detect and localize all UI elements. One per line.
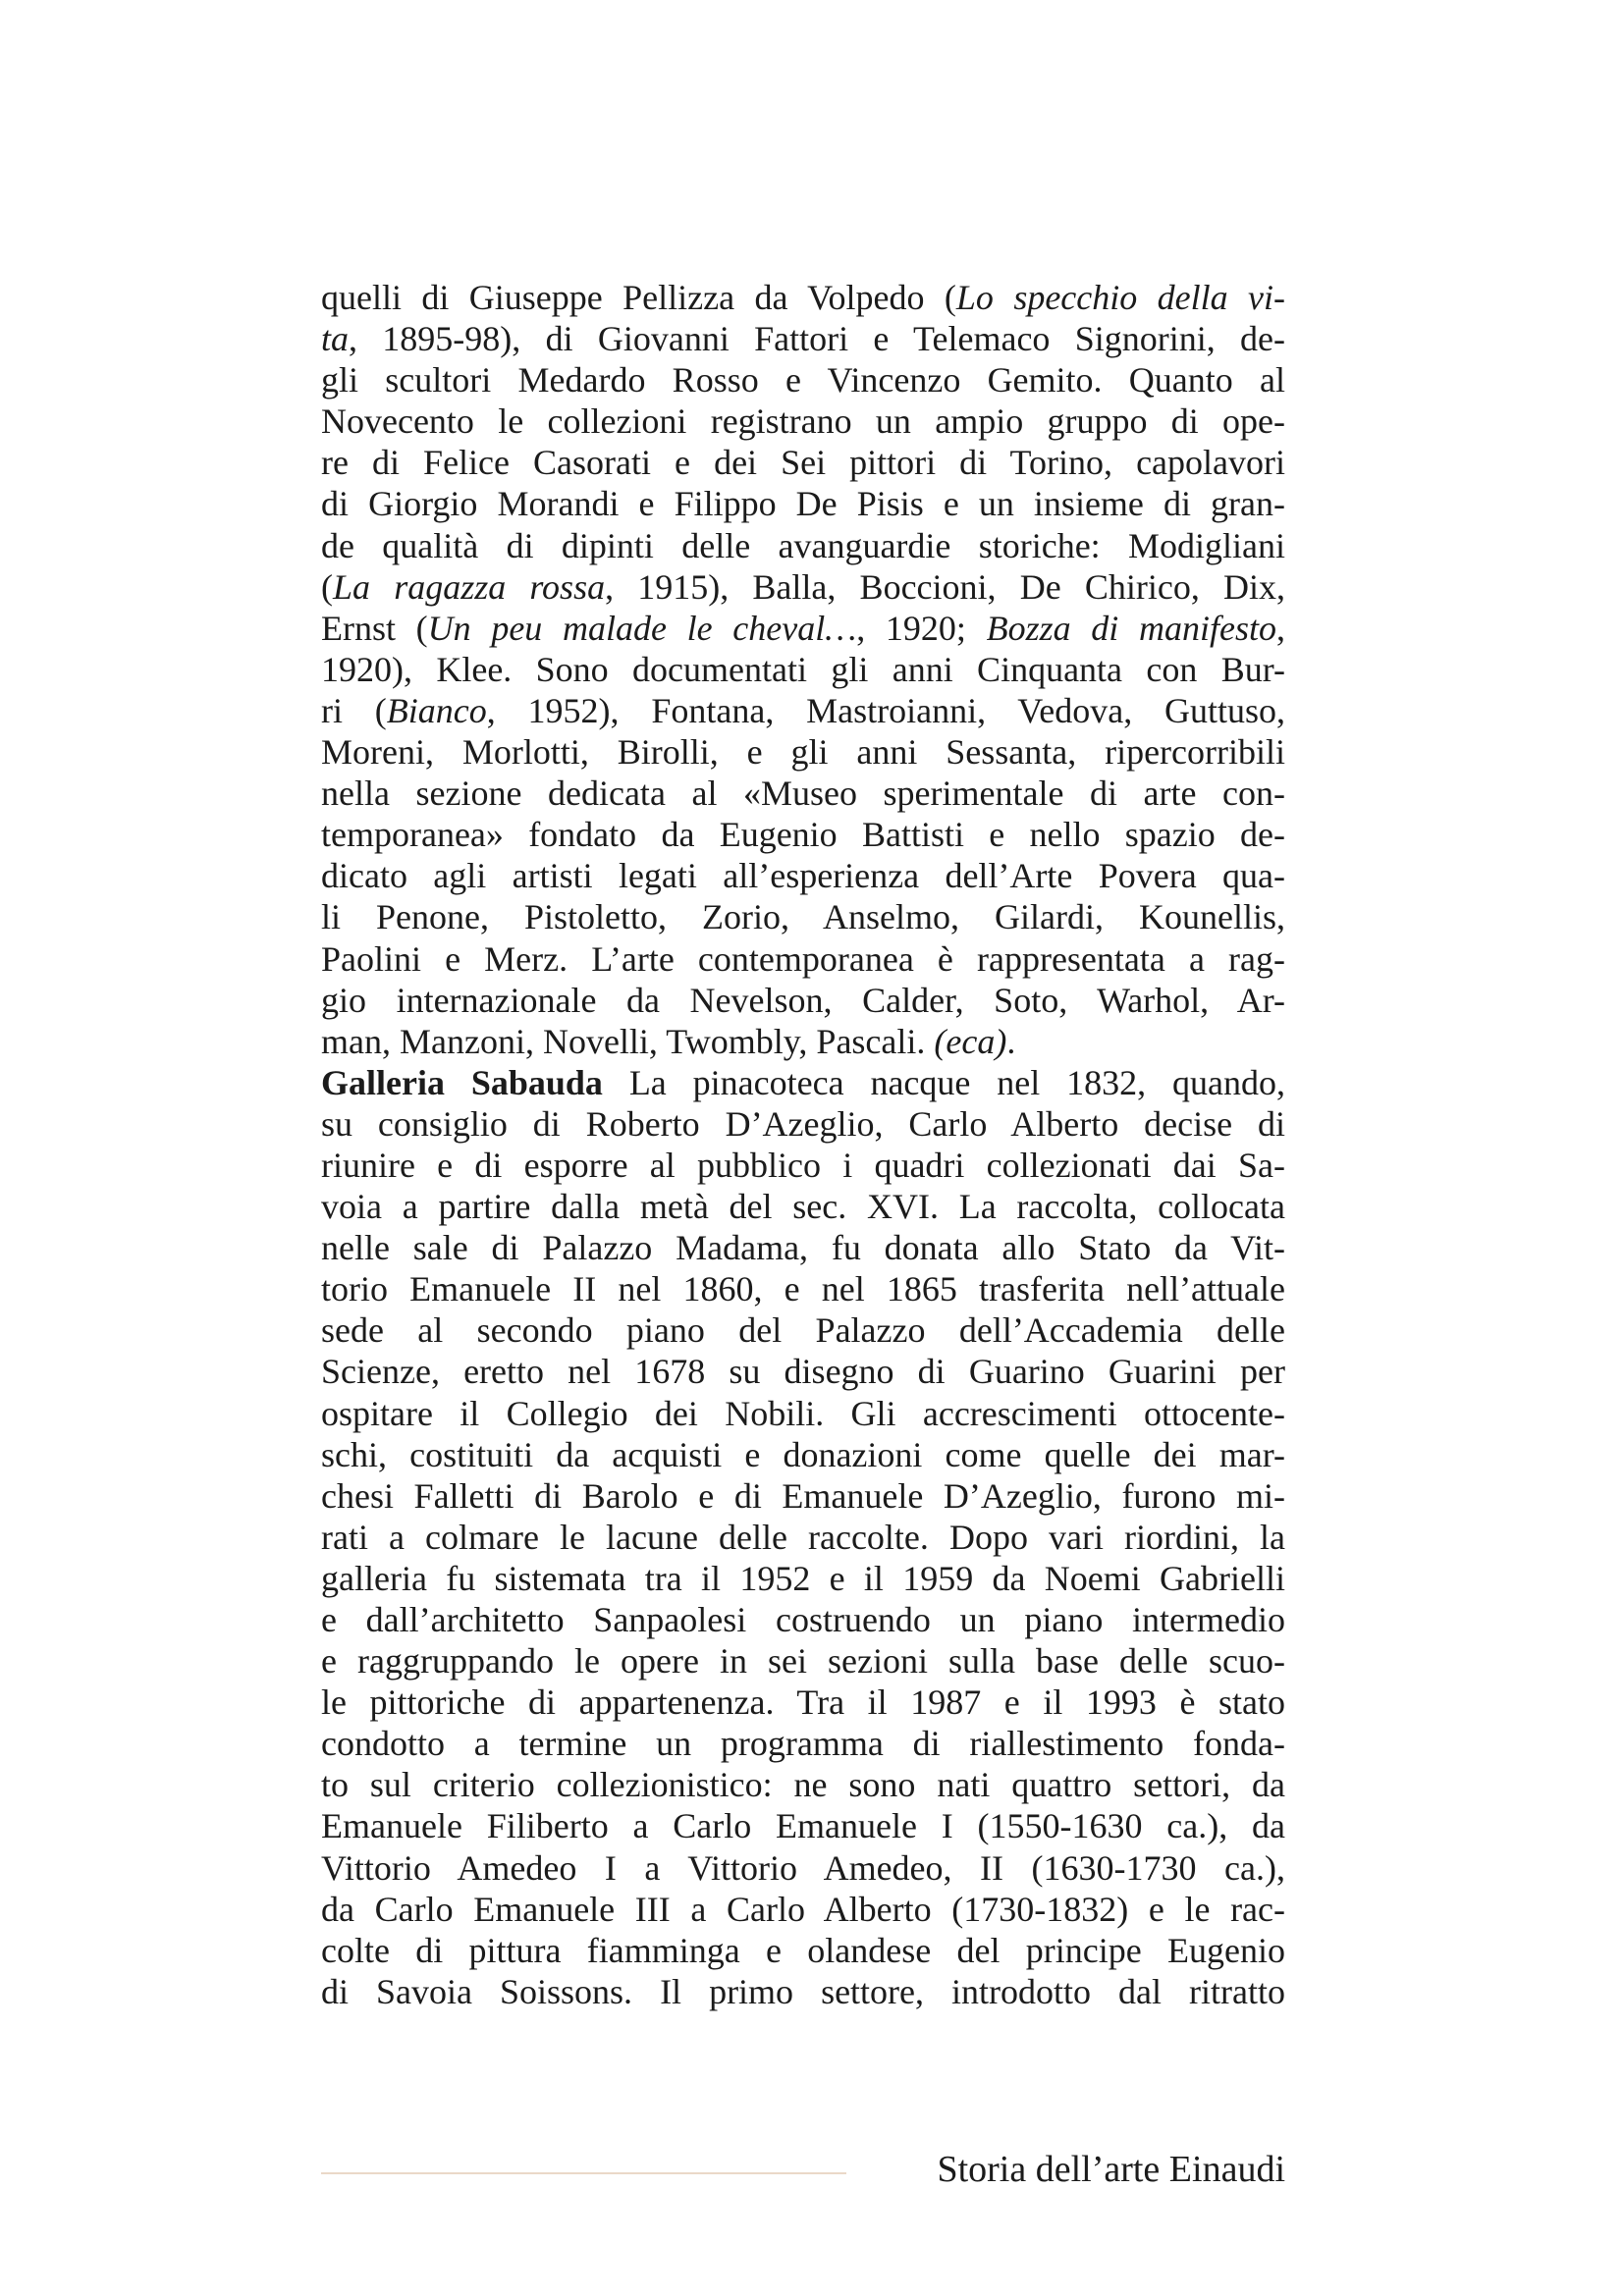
text-run: chesi Falletti di Barolo e di Emanuele D’Azeglio, furono mi- <box>321 1475 1285 1516</box>
text-run: su consiglio di Roberto D’Azeglio, Carlo Alberto decise di <box>321 1103 1285 1144</box>
text-run: temporanea» fondato da Eugenio Battisti e nello spazio de- <box>321 815 1285 855</box>
italic-title: La ragazza rossa <box>333 566 606 607</box>
text-run: torio Emanuele II nel 1860, e nel 1865 trasferita nell’attuale <box>321 1269 1285 1309</box>
text-line <box>321 731 1285 773</box>
text-run: La pinacoteca nacque nel 1832, quando, <box>602 1062 1285 1102</box>
italic-title: Bianco <box>386 690 487 730</box>
text-line <box>321 649 1285 690</box>
text-line <box>321 1351 1285 1392</box>
text-run: , 1920; <box>856 608 987 648</box>
text-line <box>321 1021 1285 1062</box>
text-line <box>321 1847 1285 1889</box>
text-run: quelli di Giuseppe Pellizza da Volpedo ( <box>321 278 956 317</box>
text-run: gli scultori Medardo Rosso e Vincenzo Gemito. Quanto al <box>321 360 1285 400</box>
text-run: li Penone, Pistoletto, Zorio, Anselmo, Gilardi, Kounellis, <box>321 897 1285 937</box>
text-line <box>321 773 1285 814</box>
text-line <box>321 855 1285 896</box>
text-line <box>321 1475 1285 1517</box>
text-line <box>321 1309 1285 1351</box>
text-line <box>321 1805 1285 1846</box>
text-run: e dall’architetto Sanpaolesi costruendo un piano intermedio <box>321 1600 1285 1639</box>
italic-title: Lo specchio della vi- <box>955 278 1285 317</box>
text-run: dicato agli artisti legati all’esperienza dell’Arte Povera qua- <box>321 856 1285 896</box>
text-run: 1920), Klee. Sono documentati gli anni Cinquanta con Bur- <box>321 649 1285 689</box>
text-run: , 1915), Balla, Boccioni, De Chirico, Dix, <box>605 566 1285 607</box>
text-run: ri ( <box>321 690 387 730</box>
text-line <box>321 483 1285 524</box>
italic-title: Un peu malade le cheval… <box>427 608 857 648</box>
italic-title: ta <box>321 319 350 359</box>
text-line <box>321 1764 1285 1805</box>
text-line <box>321 1227 1285 1268</box>
text-line <box>321 277 1285 318</box>
text-run: rati a colmare le lacune delle raccolte. Dopo vari riordini, la <box>321 1517 1285 1557</box>
body-text <box>321 277 1285 2012</box>
text-line <box>321 566 1285 608</box>
text-run: ( <box>321 566 333 607</box>
text-run: , <box>1275 608 1285 648</box>
text-line <box>321 400 1285 442</box>
text-line <box>321 1393 1285 1434</box>
text-run: condotto a termine un programma di riallestimento fonda- <box>321 1724 1285 1764</box>
text-line <box>321 814 1285 855</box>
text-run: di Savoia Soissons. Il primo settore, introdotto dal ritratto <box>321 1971 1285 2011</box>
text-run: , 1952), Fontana, Mastroianni, Vedova, Guttuso, <box>486 690 1286 730</box>
text-run: de qualità di dipinti delle avanguardie storiche: Modigliani <box>321 525 1285 565</box>
text-line <box>321 1682 1285 1723</box>
text-run: di Giorgio Morandi e Filippo De Pisis e un insieme di gran- <box>321 484 1285 524</box>
italic-title: Bozza di manifesto <box>986 608 1276 648</box>
text-line <box>321 1599 1285 1640</box>
text-line <box>321 359 1285 400</box>
text-line <box>321 1186 1285 1227</box>
text-line <box>321 1558 1285 1599</box>
text-run: to sul criterio collezionistico: ne sono nati quattro settori, da <box>321 1765 1285 1805</box>
text-run: Ernst ( <box>321 608 428 648</box>
text-line <box>321 525 1285 566</box>
text-run: sede al secondo piano del Palazzo dell’Accademia delle <box>321 1310 1285 1351</box>
text-run: man, Manzoni, Novelli, Twombly, Pascali. <box>321 1021 935 1061</box>
text-line <box>321 442 1285 483</box>
text-run: schi, costituiti da acquisti e donazioni come quelle dei mar- <box>321 1434 1285 1474</box>
text-line <box>321 896 1285 937</box>
text-line <box>321 608 1285 649</box>
text-run: riunire e di esporre al pubblico i quadri collezionati dai Sa- <box>321 1145 1285 1185</box>
text-line <box>321 1640 1285 1682</box>
text-line <box>321 1930 1285 1971</box>
text-run: Paolini e Merz. L’arte contemporanea è rappresentata a rag- <box>321 938 1285 979</box>
text-run: Moreni, Morlotti, Birolli, e gli anni Sessanta, ripercorribili <box>321 732 1285 773</box>
text-run: nella sezione dedicata al «Museo sperimentale di arte con- <box>321 774 1285 814</box>
footer-divider <box>321 2172 846 2174</box>
text-run: nelle sale di Palazzo Madama, fu donata allo Stato da Vit- <box>321 1228 1285 1268</box>
text-line <box>321 1434 1285 1475</box>
text-line <box>321 938 1285 980</box>
text-run: Vittorio Amedeo I a Vittorio Amedeo, II (1630-1730 ca.), <box>321 1847 1285 1888</box>
text-run: colte di pittura fiamminga e olandese del principe Eugenio <box>321 1930 1285 1970</box>
text-line <box>321 1971 1285 2012</box>
text-run: gio internazionale da Nevelson, Calder, Soto, Warhol, Ar- <box>321 980 1285 1020</box>
text-line <box>321 318 1285 359</box>
entry-heading: Galleria Sabauda <box>321 1062 603 1102</box>
text-line <box>321 1268 1285 1309</box>
text-run: , 1895-98), di Giovanni Fattori e Telemaco Signorini, de- <box>349 319 1285 359</box>
italic-title: (eca) <box>934 1021 1007 1061</box>
text-line <box>321 690 1285 731</box>
text-line <box>321 980 1285 1021</box>
text-run: Novecento le collezioni registrano un ampio gruppo di ope- <box>321 401 1285 442</box>
text-run: Scienze, eretto nel 1678 su disegno di Guarino Guarini per <box>321 1352 1285 1392</box>
text-run: e raggruppando le opere in sei sezioni sulla base delle scuo- <box>321 1641 1285 1682</box>
footer-title: Storia dell’arte Einaudi <box>937 2149 1285 2190</box>
text-run: ospitare il Collegio dei Nobili. Gli accrescimenti ottocente- <box>321 1393 1285 1433</box>
text-run: re di Felice Casorati e dei Sei pittori di Torino, capolavori <box>321 443 1285 483</box>
text-line <box>321 1889 1285 1930</box>
text-line <box>321 1517 1285 1558</box>
text-line <box>321 1723 1285 1764</box>
text-line <box>321 1103 1285 1145</box>
text-run: da Carlo Emanuele III a Carlo Alberto (1730-1832) e le rac- <box>321 1889 1285 1929</box>
text-line <box>321 1145 1285 1186</box>
text-line <box>321 1062 1285 1103</box>
text-run: . <box>1006 1021 1016 1061</box>
text-run: voia a partire dalla metà del sec. XVI. La raccolta, collocata <box>321 1187 1285 1227</box>
text-run: galleria fu sistemata tra il 1952 e il 1959 da Noemi Gabrielli <box>321 1558 1285 1598</box>
text-run: le pittoriche di appartenenza. Tra il 1987 e il 1993 è stato <box>321 1682 1285 1723</box>
text-run: Emanuele Filiberto a Carlo Emanuele I (1550-1630 ca.), da <box>321 1806 1285 1846</box>
